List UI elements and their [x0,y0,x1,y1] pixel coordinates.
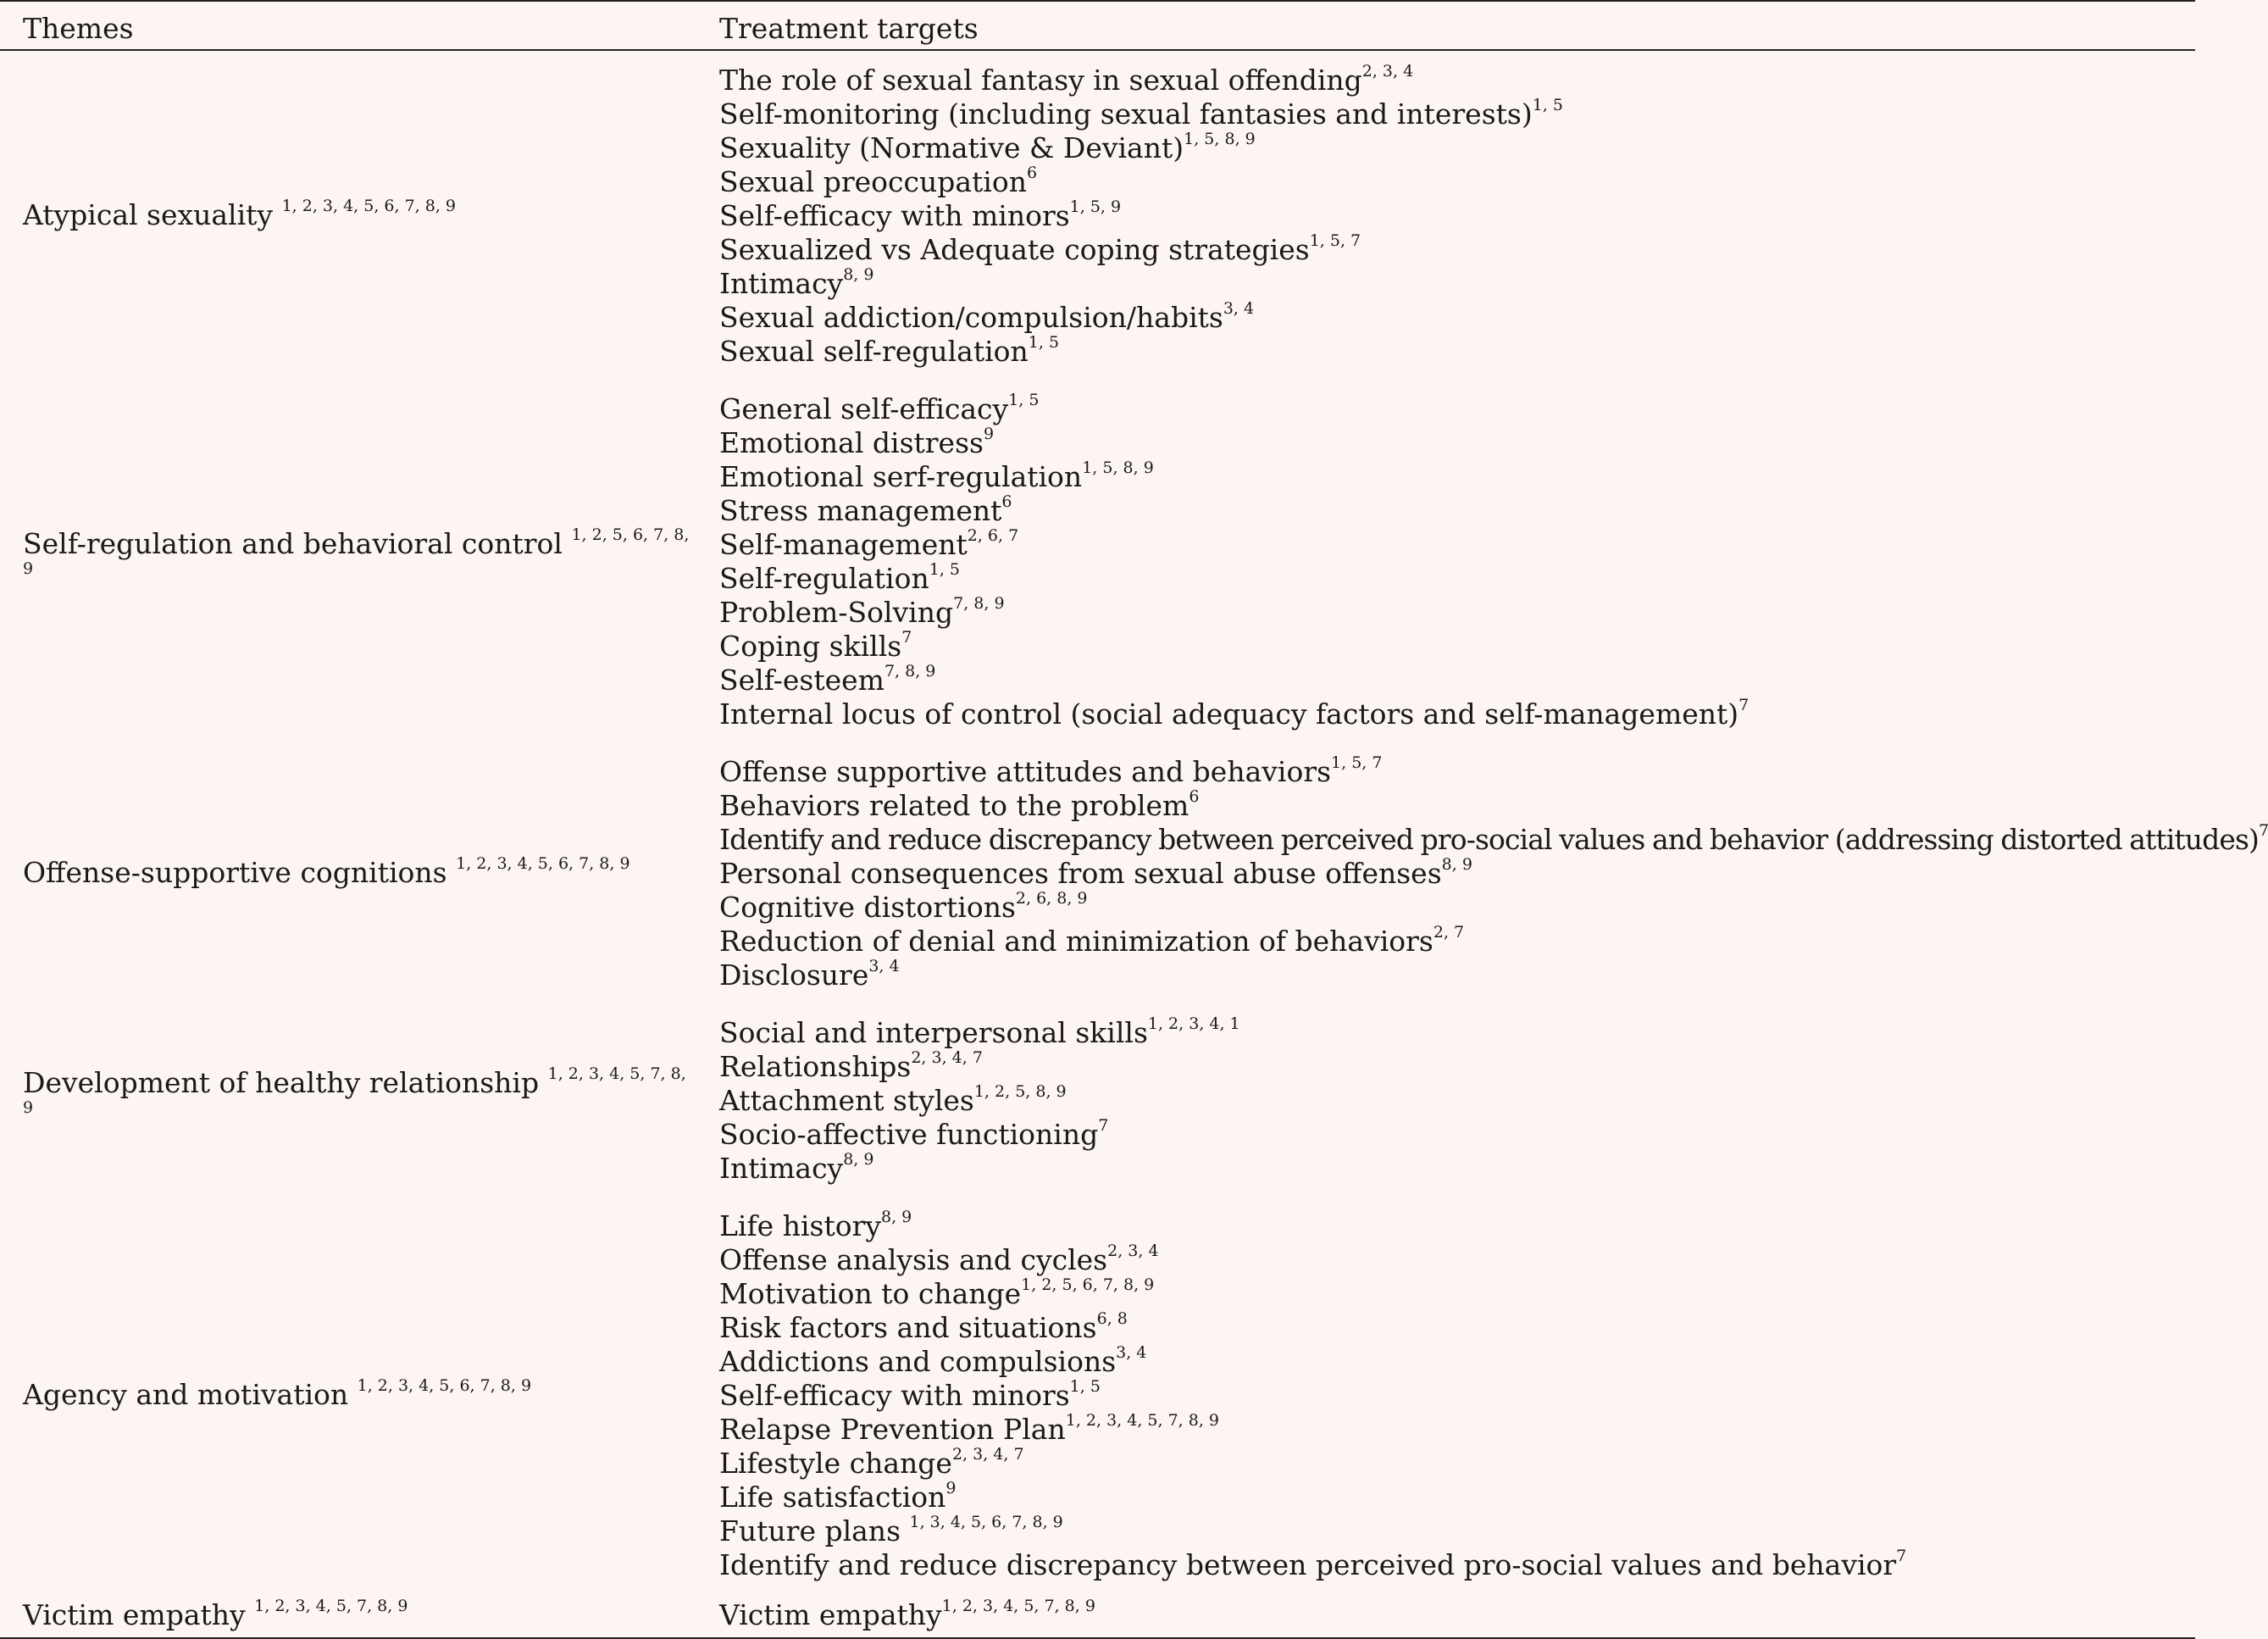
target-item [719,1243,2195,1277]
target-references: 6, 8 [1096,1309,1128,1328]
target-references: 1, 5, 7 [1309,231,1361,250]
target-item [719,392,2195,426]
target-label: Cognitive distortions [719,891,1016,924]
table-row [0,1593,2195,1638]
theme-label: Offense-supportive cognitions [23,856,447,889]
target-references: 1, 5 [1028,333,1060,352]
target-references: 8, 9 [843,265,874,284]
target-references: 9 [945,1479,957,1497]
theme-cell [0,50,696,380]
theme-label: Agency and motivation [23,1378,349,1411]
target-label: Emotional distress [719,426,984,459]
target-label: Lifestyle change [719,1447,952,1480]
target-references: 1, 3, 4, 5, 6, 7, 8, 9 [909,1513,1063,1531]
target-item [719,562,2195,596]
target-references: 7, 8, 9 [953,594,1005,613]
target-label: Reduction of denial and minimization of behaviors [719,925,1433,958]
target-label: Problem-Solving [719,596,954,629]
target-label: Identify and reduce discrepancy between perceived pro-social values and behavior [719,1548,1897,1581]
target-references: 7 [1098,1116,1109,1135]
target-label: Future plans [719,1514,910,1547]
target-references: 3, 4 [1223,299,1255,318]
target-item [719,1311,2195,1345]
target-item [719,1379,2195,1413]
theme-references: 1, 2, 3, 4, 5, 7, 8, 9 [254,1597,408,1615]
target-label: Personal consequences from sexual abuse offenses [719,857,1442,890]
theme-references: 1, 2, 3, 4, 5, 6, 7, 8, 9 [357,1376,532,1395]
target-references: 1, 2, 3, 4, 5, 7, 8, 9 [941,1597,1095,1615]
target-label: Relationships [719,1050,912,1083]
target-references: 8, 9 [881,1208,912,1226]
target-references: 6 [1001,492,1012,511]
target-item [719,97,2195,131]
target-label: Sexual self-regulation [719,335,1029,368]
target-item [719,301,2195,335]
target-references: 7 [1896,1547,1907,1565]
target-label: Intimacy [719,267,844,300]
target-item [719,925,2195,958]
target-references: 6 [1026,164,1038,182]
target-references: 1, 5, 8, 9 [1082,458,1154,477]
theme-references: 1, 2, 3, 4, 5, 6, 7, 8, 9 [456,854,630,873]
target-references: 1, 5 [1532,96,1563,114]
target-label: The role of sexual fantasy in sexual offending [719,64,1362,97]
target-label: Behaviors related to the problem [719,789,1189,822]
target-references: 7 [901,628,912,647]
target-references: 1, 2, 3, 4, 5, 7, 8, 9 [1065,1411,1219,1430]
target-references: 2, 6, 7 [967,526,1019,545]
table-row [0,1197,2195,1593]
target-references: 1, 2, 3, 4, 1 [1147,1014,1240,1033]
target-references: 3, 4 [868,957,900,975]
theme-cell [0,1003,696,1197]
target-item [719,1548,2195,1582]
target-label: Sexuality (Normative & Deviant) [719,131,1184,164]
target-label: Social and interpersonal skills [719,1016,1148,1049]
target-references: 1, 5 [1069,1377,1101,1396]
target-item [719,857,2195,891]
target-references: 1, 2, 5, 6, 7, 8, 9 [1021,1275,1155,1294]
target-item [719,199,2195,233]
target-references: 2, 6, 8, 9 [1015,889,1088,908]
header-themes: Themes [0,1,696,50]
target-item [719,821,2268,857]
target-item [719,1481,2195,1514]
table-row [0,1003,2195,1197]
header-treatment-targets: Treatment targets [696,1,2195,50]
target-label: Addictions and compulsions [719,1345,1117,1378]
target-label: Intimacy [719,1152,844,1185]
target-item [719,1413,2195,1447]
target-label: Sexualized vs Adequate coping strategies [719,233,1310,266]
target-references: 9 [983,425,995,443]
theme-label: Self-regulation and behavioral control [23,527,563,560]
target-label: Life satisfaction [719,1481,946,1514]
target-item [719,1084,2195,1118]
target-references: 7 [2259,821,2268,840]
target-item [719,165,2195,199]
target-references: 7 [1738,696,1750,714]
target-label: Victim empathy [719,1598,942,1631]
theme-label: Victim empathy [23,1598,246,1631]
target-item [719,494,2195,528]
targets-cell [696,380,2195,742]
target-item [719,664,2195,697]
target-references: 8, 9 [843,1150,874,1169]
target-label: Offense supportive attitudes and behaviors [719,755,1332,788]
target-item [719,335,2195,369]
target-item [719,789,2195,823]
target-item [719,1209,2195,1243]
target-label: Sexual preoccupation [719,165,1027,198]
targets-cell [696,1593,2195,1638]
table-row [0,50,2195,380]
target-item [719,1152,2195,1186]
target-label: Emotional serf-regulation [719,460,1083,493]
target-references: 1, 5, 9 [1069,197,1122,216]
target-item [719,1345,2195,1379]
target-item [719,630,2195,664]
target-item [719,1598,2195,1632]
target-item [719,64,2195,97]
target-references: 6 [1189,787,1200,806]
target-references: 1, 5, 8, 9 [1184,130,1256,148]
target-references: 1, 5 [929,560,960,579]
target-label: Self-monitoring (including sexual fantasies and interests) [719,97,1533,131]
target-item [719,596,2195,630]
theme-label: Atypical sexuality [23,198,274,231]
target-label: Motivation to change [719,1277,1022,1310]
target-label: Risk factors and situations [719,1311,1097,1344]
target-label: Self-esteem [719,664,884,697]
target-references: 2, 3, 4 [1107,1242,1159,1260]
target-label: Identify and reduce discrepancy between perceived pro-social values and behavior (addressing distorted attitudes) [719,823,2259,856]
target-references: 2, 3, 4, 7 [951,1445,1024,1464]
target-item [719,1016,2195,1050]
target-label: Self-regulation [719,562,929,595]
targets-cell [696,1003,2195,1197]
target-item [719,755,2195,789]
target-label: Coping skills [719,630,902,663]
target-references: 1, 5, 7 [1331,753,1383,772]
targets-cell [696,1197,2195,1593]
target-label: Disclosure [719,958,869,992]
targets-cell [696,742,2268,1003]
target-label: Self-efficacy with minors [719,1379,1070,1412]
target-item [719,267,2195,301]
target-references: 7, 8, 9 [884,662,936,681]
target-item [719,528,2195,562]
target-item [719,891,2195,925]
theme-cell [0,1197,696,1593]
target-item [719,958,2195,992]
theme-references: 1, 2, 3, 4, 5, 7, 8, 9 [23,1064,686,1117]
target-label: Internal locus of control (social adequacy factors and self-management) [719,697,1739,731]
target-item [719,1447,2195,1481]
target-label: Self-efficacy with minors [719,199,1070,232]
target-references: 2, 3, 4 [1361,62,1414,81]
theme-references: 1, 2, 5, 6, 7, 8, 9 [23,525,690,578]
target-item [719,131,2195,165]
target-label: Offense analysis and cycles [719,1243,1108,1276]
target-references: 3, 4 [1116,1343,1147,1362]
theme-cell [0,1593,696,1638]
target-references: 1, 2, 5, 8, 9 [973,1082,1067,1101]
target-label: Attachment styles [719,1084,974,1117]
target-item [719,1514,2195,1548]
target-label: Self-management [719,528,968,561]
target-item [719,1277,2195,1311]
target-references: 2, 3, 4, 7 [911,1048,983,1067]
target-references: 2, 7 [1433,923,1465,942]
target-label: Life history [719,1209,881,1242]
table-body [0,50,2268,1638]
theme-label: Development of healthy relationship [23,1066,540,1099]
theme-references: 1, 2, 3, 4, 5, 6, 7, 8, 9 [281,197,456,215]
targets-cell [696,50,2195,380]
target-label: Relapse Prevention Plan [719,1413,1066,1446]
target-label: Socio-affective functioning [719,1118,1099,1151]
theme-cell [0,380,696,742]
target-references: 8, 9 [1441,855,1472,874]
theme-cell [0,742,696,1003]
target-item [719,697,2195,731]
header-row [0,1,2195,50]
target-item [719,233,2195,267]
target-label: General self-efficacy [719,392,1009,425]
target-item [719,1050,2195,1084]
target-item [719,426,2195,460]
target-references: 1, 5 [1008,391,1040,409]
target-label: Stress management [719,494,1002,527]
table-row [0,380,2195,742]
target-item [719,1118,2195,1152]
target-label: Sexual addiction/compulsion/habits [719,301,1223,334]
table-row [0,742,2195,1003]
target-item [719,460,2195,494]
